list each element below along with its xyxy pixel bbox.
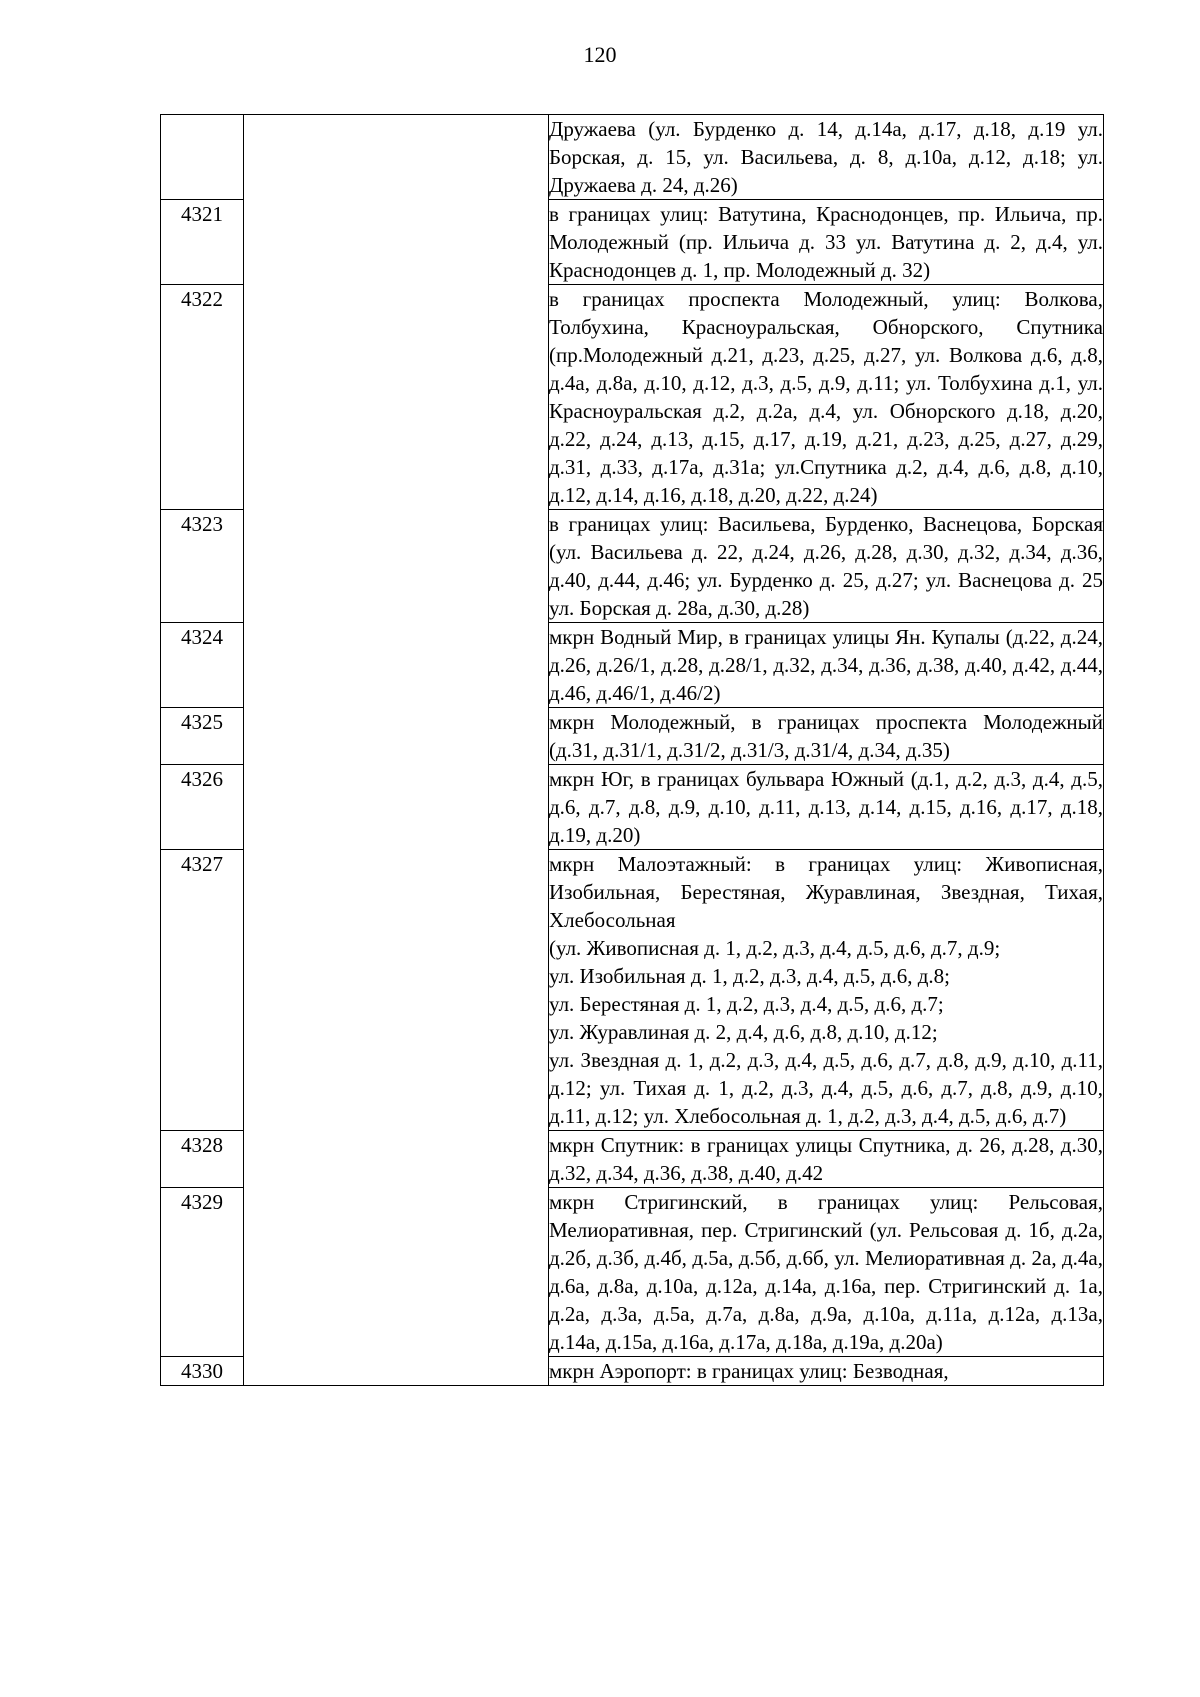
district-number: 4327 (161, 850, 244, 1131)
district-number: 4330 (161, 1357, 244, 1386)
district-address: в границах улиц: Ватутина, Краснодонцев, пр. Ильича, пр. Молодежный (пр. Ильича д. 33 ул. Ватутина д. 2, д.4, ул. Краснодонцев д. 1, пр. Молодежный д. 32) (549, 200, 1104, 285)
district-number: 4323 (161, 510, 244, 623)
address-line: ул. Звездная д. 1, д.2, д.3, д.4, д.5, д.6, д.7, д.8, д.9, д.10, д.11, д.12; ул. Тихая д. 1, д.2, д.3, д.4, д.5, д.6, д.7, д.8, д.9, д.10, д.11, д.12; ул. Хлебосольная д. 1, д.2, д.3, д.4, д.5, д.6, д.7) (549, 1048, 1103, 1128)
polling-station-cell (244, 115, 549, 1386)
page-number: 120 (583, 42, 617, 67)
address-line: (ул. Живописная д. 1, д.2, д.3, д.4, д.5, д.6, д.7, д.9; (549, 936, 1001, 960)
district-address (549, 850, 1104, 1131)
district-number: 4322 (161, 285, 244, 510)
table-row (161, 115, 1104, 200)
district-number: 4321 (161, 200, 244, 285)
address-line: мкрн Малоэтажный: в границах улиц: Живописная, Изобильная, Берестяная, Журавлиная, Звездная, Тихая, Хлебосольная (549, 852, 1103, 932)
district-address: в границах улиц: Васильева, Бурденко, Васнецова, Борская (ул. Васильева д. 22, д.24, д.26, д.28, д.30, д.32, д.34, д.36, д.40, д.44, д.46; ул. Бурденко д. 25, д.27; ул. Васнецова д. 25 ул. Борская д. 28а, д.30, д.28) (549, 510, 1104, 623)
district-number: 4326 (161, 765, 244, 850)
district-address: мкрн Спутник: в границах улицы Спутника, д. 26, д.28, д.30, д.32, д.34, д.36, д.38, д.40, д.42 (549, 1131, 1104, 1188)
district-address: мкрн Аэропорт: в границах улиц: Безводная, (549, 1357, 1104, 1386)
polling-districts-table (160, 114, 1104, 1386)
district-address: в границах проспекта Молодежный, улиц: Волкова, Толбухина, Красноуральская, Обнорского, Спутника (пр.Молодежный д.21, д.23, д.25, д.27, ул. Волкова д.6, д.8, д.4а, д.8а, д.10, д.12, д.3, д.5, д.9, д.11; ул. Толбухина д.1, ул. Красноуральская д.2, д.2а, д.4, ул. Обнорского д.18, д.20, д.22, д.24, д.13, д.15, д.17, д.19, д.21, д.23, д.25, д.27, д.29, д.31, д.33, д.17а, д.31а; ул.Спутника д.2, д.4, д.6, д.8, д.10, д.12, д.14, д.16, д.18, д.20, д.22, д.24) (549, 285, 1104, 510)
address-line: ул. Изобильная д. 1, д.2, д.3, д.4, д.5, д.6, д.8; (549, 964, 950, 988)
district-address: мкрн Юг, в границах бульвара Южный (д.1, д.2, д.3, д.4, д.5, д.6, д.7, д.8, д.9, д.10, д.11, д.13, д.14, д.15, д.16, д.17, д.18, д.19, д.20) (549, 765, 1104, 850)
district-number: 4325 (161, 708, 244, 765)
address-line: ул. Журавлиная д. 2, д.4, д.6, д.8, д.10, д.12; (549, 1020, 938, 1044)
district-address: мкрн Стригинский, в границах улиц: Рельсовая, Мелиоративная, пер. Стригинский (ул. Рельсовая д. 1б, д.2а, д.2б, д.3б, д.4б, д.5а, д.5б, д.6б, ул. Мелиоративная д. 2а, д.4а, д.6а, д.8а, д.10а, д.12а, д.14а, д.16а, пер. Стригинский д. 1а, д.2а, д.3а, д.5а, д.7а, д.8а, д.9а, д.10а, д.11а, д.12а, д.13а, д.14а, д.15а, д.16а, д.17а, д.18а, д.19а, д.20а) (549, 1188, 1104, 1357)
district-number: 4328 (161, 1131, 244, 1188)
district-address: мкрн Водный Мир, в границах улицы Ян. Купалы (д.22, д.24, д.26, д.26/1, д.28, д.28/1, д.32, д.34, д.36, д.38, д.40, д.42, д.44, д.46, д.46/1, д.46/2) (549, 623, 1104, 708)
district-number: 4324 (161, 623, 244, 708)
district-number: 4329 (161, 1188, 244, 1357)
district-address: мкрн Молодежный, в границах проспекта Молодежный (д.31, д.31/1, д.31/2, д.31/3, д.31/4, д.34, д.35) (549, 708, 1104, 765)
district-number (161, 115, 244, 200)
address-line: ул. Берестяная д. 1, д.2, д.3, д.4, д.5, д.6, д.7; (549, 992, 944, 1016)
district-address: Дружаева (ул. Бурденко д. 14, д.14а, д.17, д.18, д.19 ул. Борская, д. 15, ул. Васильева, д. 8, д.10а, д.12, д.18; ул. Дружаева д. 24, д.26) (549, 115, 1104, 200)
